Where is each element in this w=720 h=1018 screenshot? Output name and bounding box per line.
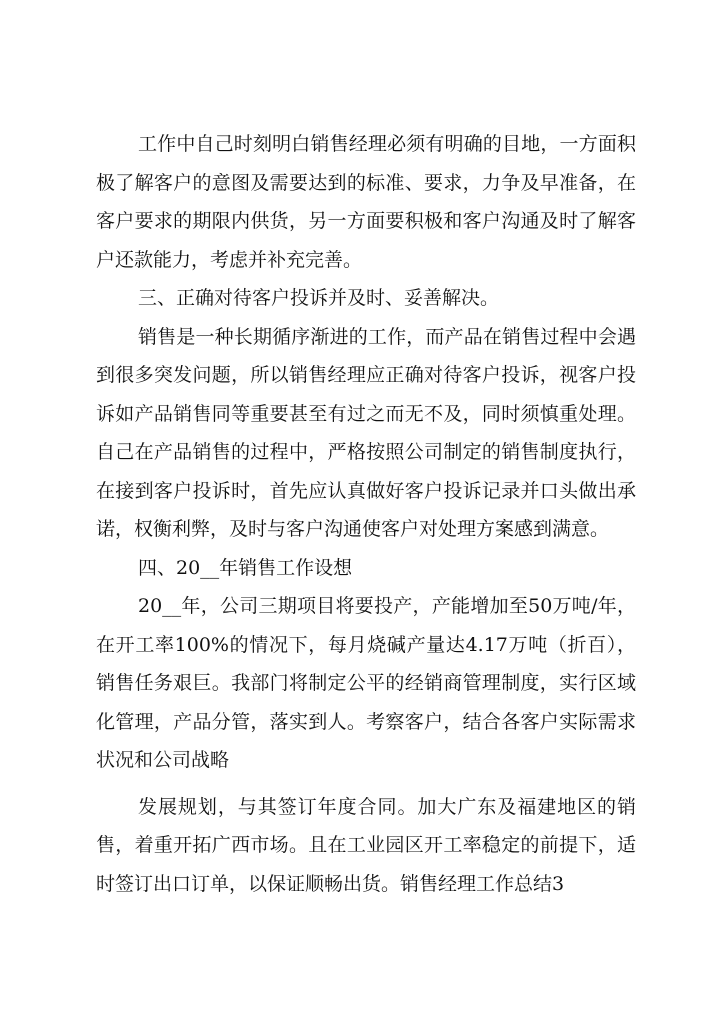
text-line: 自己在产品销售的过程中，严格按照公司制定的销售制度执行， [96, 441, 636, 463]
text-line: 在开工率100%的情况下，每月烧碱产量达4.17万吨（折百）， [96, 633, 636, 656]
section-heading [96, 549, 636, 588]
section-heading [96, 279, 636, 318]
text-line: 时签订出口订单，以保证顺畅出货。销售经理工作总结3 [96, 872, 565, 895]
text-line: 四、20__年销售工作设想 [138, 556, 353, 579]
paragraph [96, 788, 636, 904]
text-line: 在接到客户投诉时，首先应认真做好客户投诉记录并口头做出承 [96, 479, 636, 502]
text-line: 三、正确对待客户投诉并及时、妥善解决。 [138, 287, 500, 309]
text-line: 发展规划，与其签订年度合同。加大广东及福建地区的销 [138, 795, 636, 818]
document-body [96, 125, 636, 903]
text-line: 20__年，公司三期项目将要投产，产能增加至50万吨/年， [138, 595, 636, 617]
paragraph [96, 125, 636, 279]
text-line: 户还款能力，考虑并补充完善。 [96, 248, 363, 271]
text-line: 销售任务艰巨。我部门将制定公平的经销商管理制度，实行区域 [96, 672, 636, 694]
paragraph [96, 587, 636, 780]
text-line: 到很多突发问题，所以销售经理应正确对待客户投诉，视客户投 [96, 364, 636, 386]
text-line: 工作中自己时刻明白销售经理必须有明确的目地，一方面积 [138, 133, 636, 155]
text-line: 诺，权衡利弊，及时与客户沟通使客户对处理方案感到满意。 [96, 518, 610, 540]
text-line: 化管理，产品分管，落实到人。考察客户，结合各客户实际需求 [96, 710, 636, 733]
text-line: 客户要求的期限内供货，另一方面要积极和客户沟通及时了解客 [96, 210, 636, 232]
text-line: 销售是一种长期循序渐进的工作，而产品在销售过程中会遇 [138, 325, 636, 348]
text-line: 状况和公司战略 [96, 749, 230, 771]
paragraph-gap [96, 780, 636, 788]
text-line: 诉如产品销售同等重要甚至有过之而无不及，同时须慎重处理。 [96, 402, 636, 425]
text-line: 售，着重开拓广西市场。且在工业园区开工率稳定的前提下，适 [96, 834, 636, 856]
text-line: 极了解客户的意图及需要达到的标准、要求，力争及早准备，在 [96, 171, 636, 194]
paragraph [96, 318, 636, 549]
